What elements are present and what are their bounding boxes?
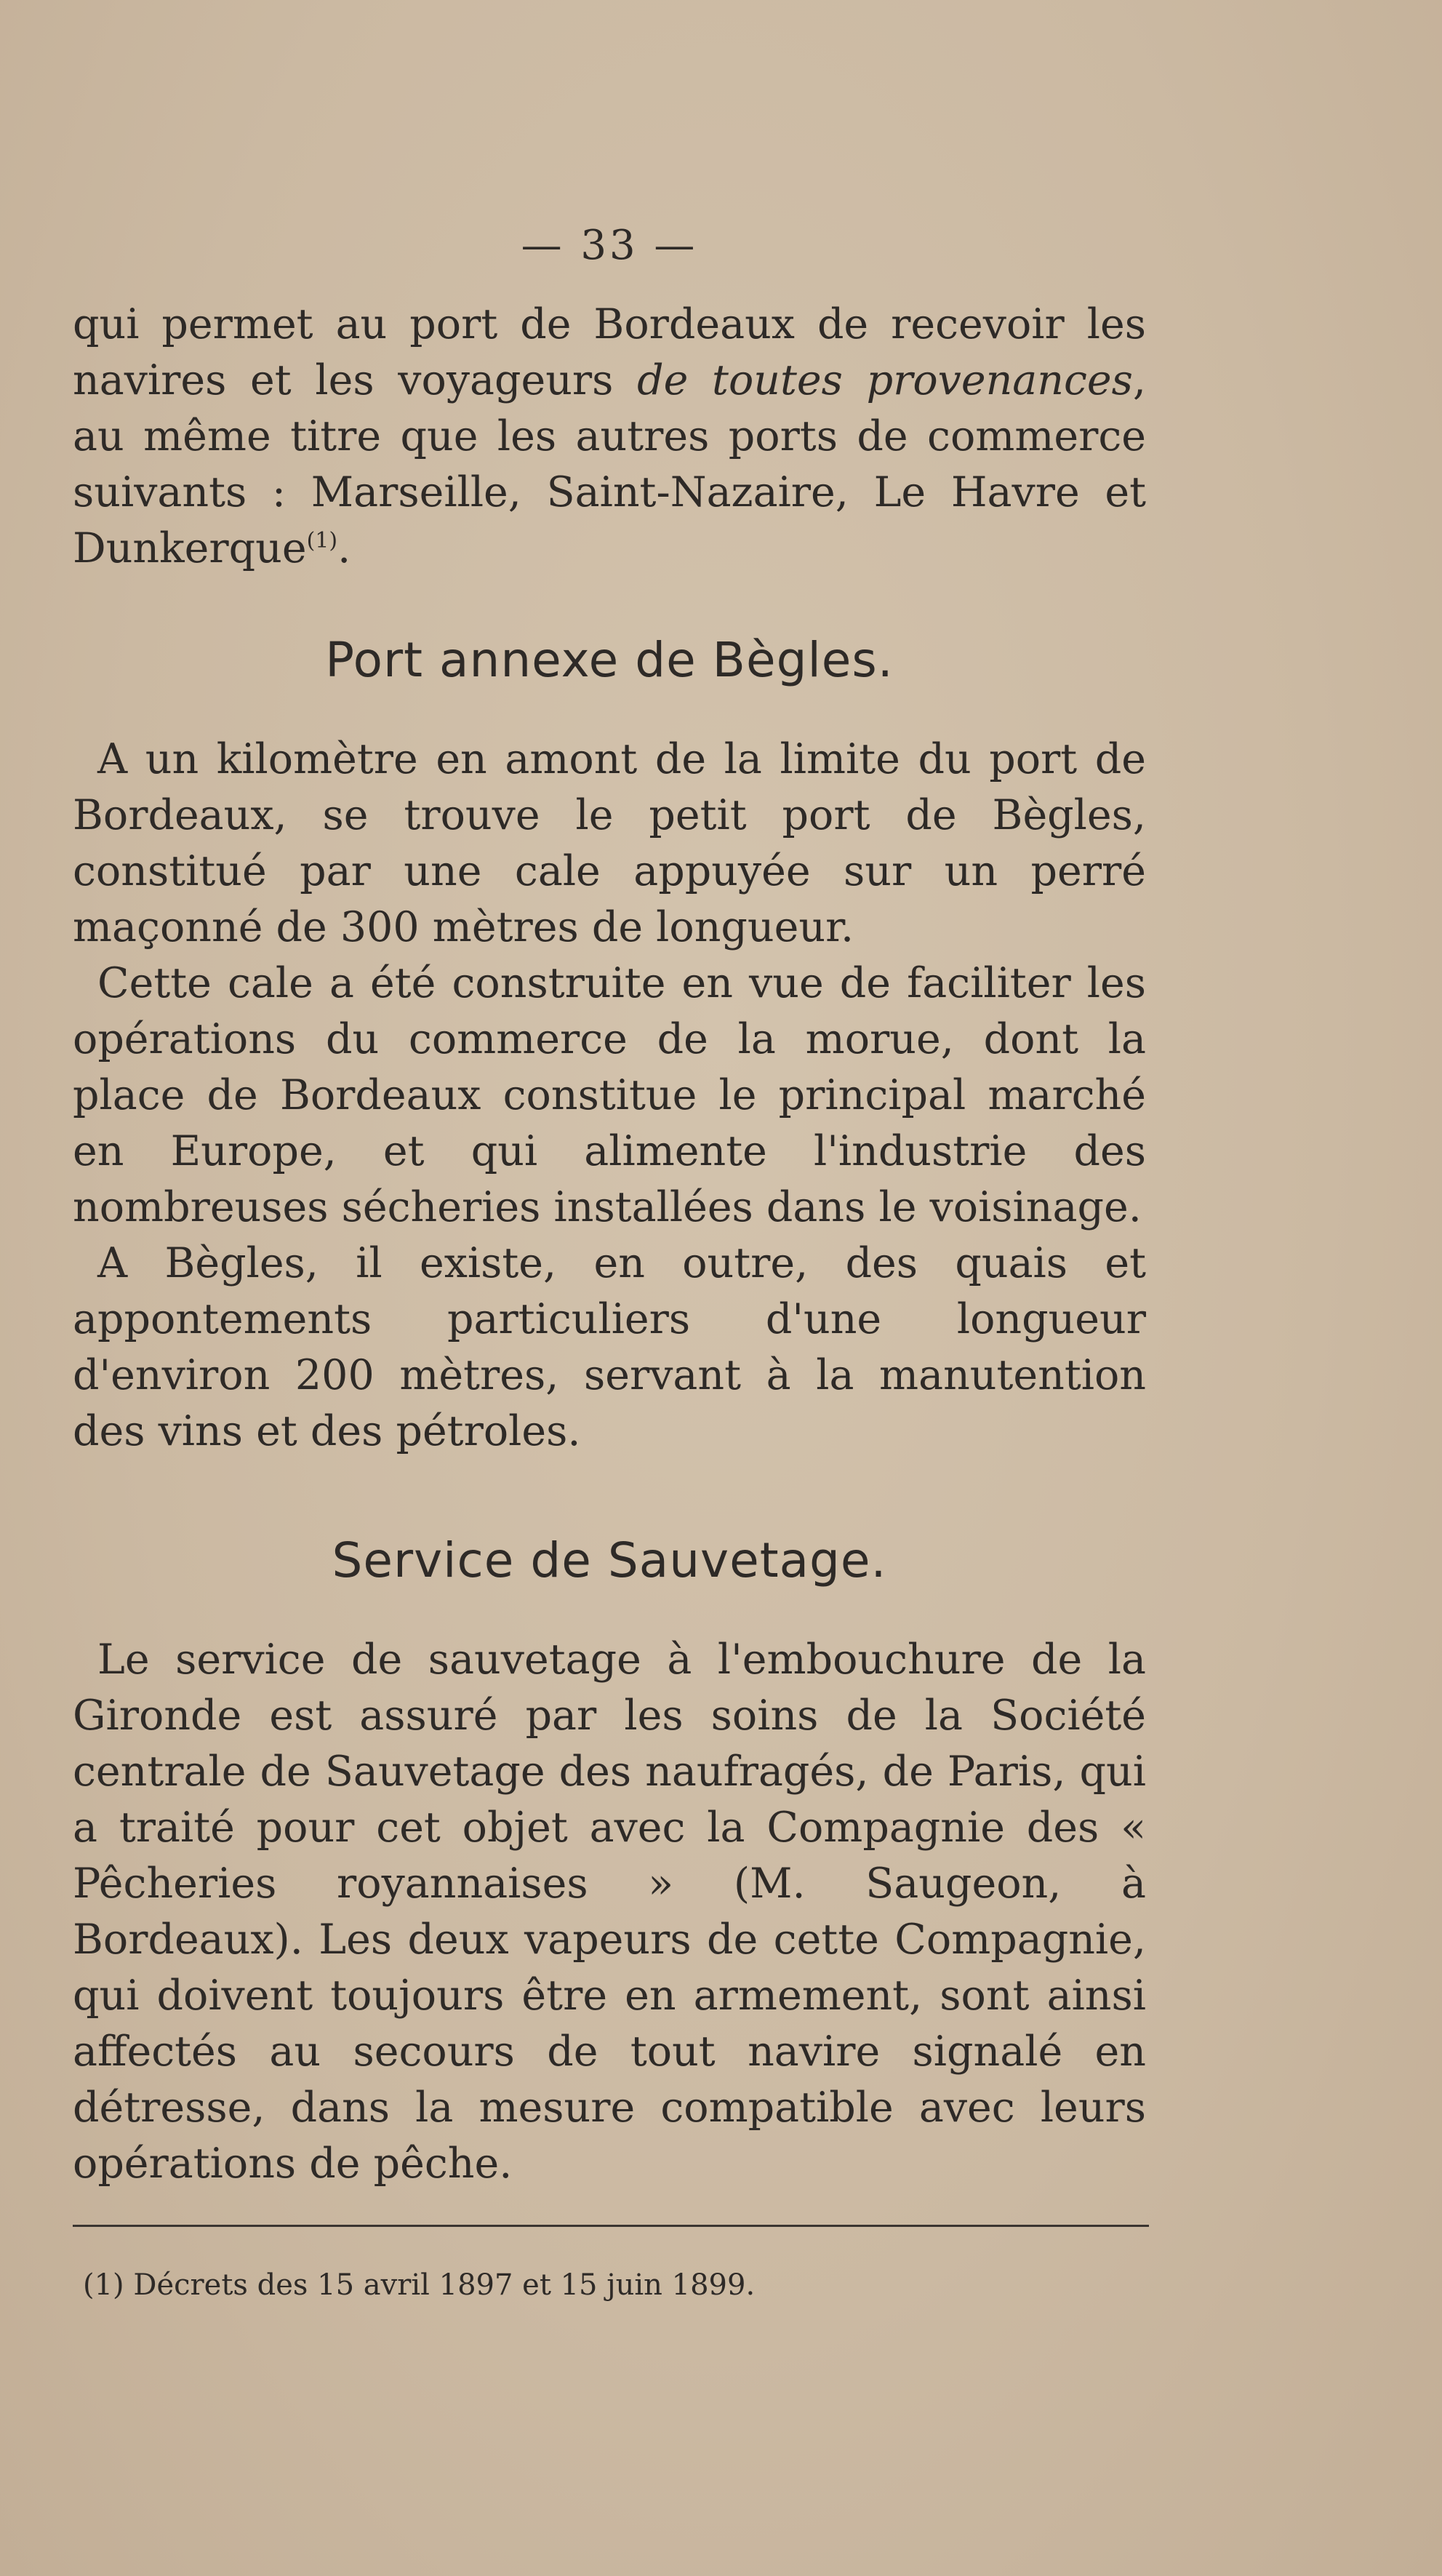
- intro-text-end: .: [337, 524, 351, 572]
- begles-paragraph-1: A un kilomètre en amont de la limite du port de Bordeaux, se trouve le petit port de Bègles, constitué par une cale appuyée sur un perré maçonné de 300 mètres de longueur.: [73, 735, 1146, 951]
- intro-paragraph: [73, 297, 1146, 577]
- page-number: — 33 —: [521, 222, 698, 269]
- footnote-reference: (1): [306, 528, 338, 553]
- footnote: (1) Décrets des 15 avril 1897 et 15 juin 1899.: [83, 2268, 756, 2302]
- begles-paragraph-3: A Bègles, il existe, en outre, des quais et appontements particuliers d'une longueur d'environ 200 mètres, servant à la manutention des vins et des pétroles.: [73, 1239, 1146, 1455]
- intro-text-before: qui permet au port de Bordeaux de recevoir les navires et les voyageurs: [73, 300, 1146, 404]
- begles-paragraph-2: Cette cale a été construite en vue de faciliter les opérations du commerce de la morue, dont la place de Bordeaux constitue le principal marché en Europe, et qui alimente l'industrie des nombreuses sécheries installées dans le voisinage.: [73, 959, 1146, 1231]
- section-heading-begles: Port annexe de Bègles.: [325, 632, 894, 688]
- footnote-divider: [73, 2225, 1149, 2227]
- section-heading-sauvetage: Service de Sauvetage.: [332, 1532, 887, 1588]
- sauvetage-paragraph-1: Le service de sauvetage à l'embouchure de la Gironde est assuré par les soins de la Société centrale de Sauvetage des naufragés, de Paris, qui a traité pour cet objet avec la Compagnie des « Pêcheries royannaises » (M. Saugeon, à Bordeaux). Les deux vapeurs de cette Compagnie, qui doivent toujours être en armement, sont ainsi affectés au secours de tout navire signalé en détresse, dans la mesure compatible avec leurs opérations de pêche.: [73, 1636, 1146, 2188]
- text-column: [73, 222, 1146, 2303]
- intro-text-after: , au même titre que les autres ports de commerce suivants : Marseille, Saint-Nazaire, Le Havre et Dunkerque: [73, 356, 1146, 572]
- intro-text-italic: de toutes provenances: [637, 356, 1133, 404]
